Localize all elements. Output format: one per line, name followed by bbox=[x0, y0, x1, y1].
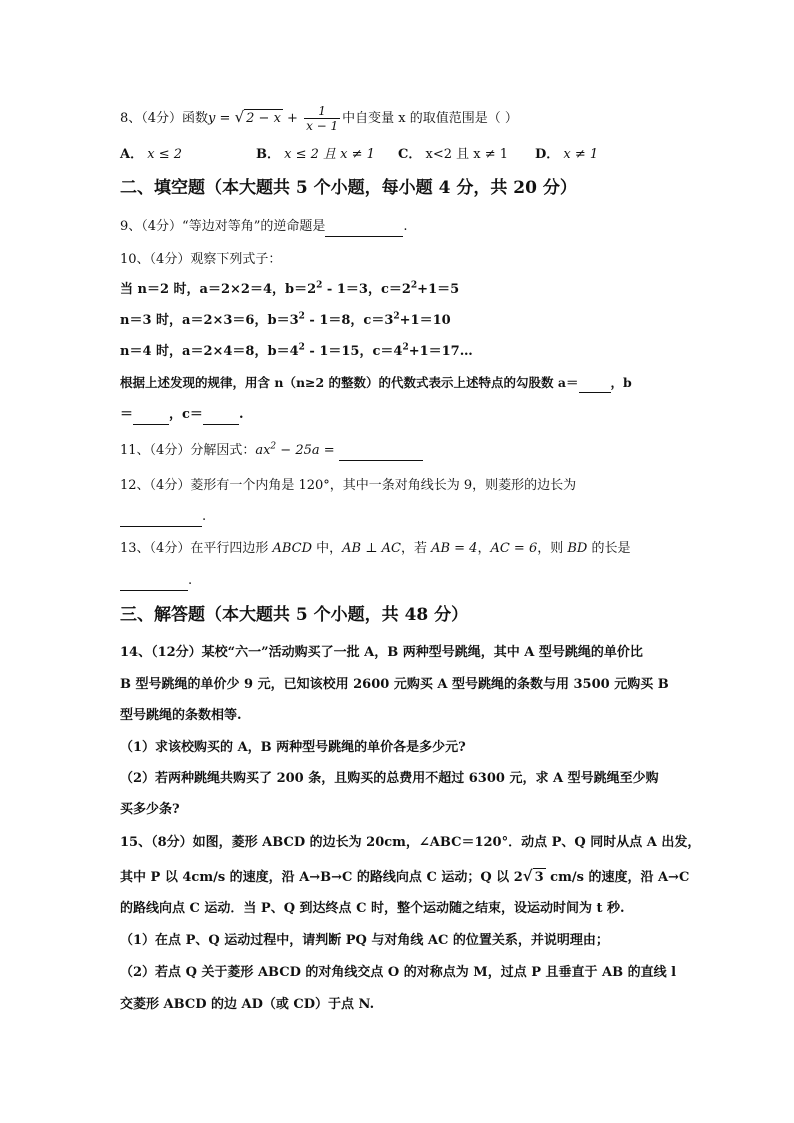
q10-prompt: 根据上述发现的规律，用含 n（n≥2 的整数）的代数式表示上述特点的勾股数 a＝ ，b bbox=[120, 374, 632, 393]
q14-part-1: （1）求该校购买的 A，B 两种型号跳绳的单价各是多少元? bbox=[120, 740, 466, 755]
q8-option-a: A． x ≤ 2 bbox=[120, 147, 182, 162]
q10-prompt-cont: ＝ ，c＝ . bbox=[120, 406, 243, 425]
q15-line-2: 其中 P 以 4cm/s 的速度，沿 A→B→C 的路线向点 C 运动；Q 以 2√ 3 cm/s 的速度，沿 A→C bbox=[120, 867, 690, 885]
q14-line-3: 型号跳绳的条数相等. bbox=[120, 708, 242, 723]
q8-eq: = bbox=[215, 111, 235, 126]
q8-radicand: 2 − x bbox=[246, 111, 281, 126]
q8-options bbox=[120, 146, 680, 164]
q14-line-1: 14、（12分）某校“六一”活动购买了一批 A，B 两种型号跳绳，其中 A 型号跳绳的单价比 bbox=[120, 645, 643, 660]
q15-part-2: （2）若点 Q 关于菱形 ABCD 的对角线交点 O 的对称点为 M，过点 P 且垂直于 AB 的直线 l bbox=[120, 965, 677, 980]
q12-answer-blank[interactable] bbox=[120, 508, 202, 527]
q8-option-b: B． x ≤ 2 且 x ≠ 1 bbox=[256, 147, 375, 162]
q12-answer-line: . bbox=[120, 508, 206, 527]
q8-option-d: D． x ≠ 1 bbox=[535, 147, 599, 162]
q11-answer-blank[interactable] bbox=[339, 442, 423, 461]
q9-answer-blank[interactable] bbox=[325, 218, 403, 237]
q8-numerator: 1 bbox=[304, 104, 340, 119]
q10-blank-b[interactable] bbox=[133, 406, 169, 425]
q15-line-1: 15、（8分）如图，菱形 ABCD 的边长为 20cm，∠ABC＝120°．动点 P、Q 同时从点 A 出发， bbox=[120, 835, 701, 850]
q8-fraction bbox=[304, 104, 340, 133]
section-3-heading: 三、解答题（本大题共 5 个小题，共 48 分） bbox=[120, 605, 469, 625]
q10-title: 10、（4分）观察下列式子： bbox=[120, 252, 282, 267]
q10-blank-c[interactable] bbox=[203, 406, 239, 425]
q13-answer-line: . bbox=[120, 572, 192, 591]
q8-denominator: x − 1 bbox=[306, 119, 339, 133]
question-13: 13、（4分）在平行四边形 ABCD 中，AB ⊥ AC，若 AB = 4，AC = 6，则 BD 的长是 bbox=[120, 541, 631, 556]
question-8: 8、（4分）函数y = √ 2 − x + $\frac{1}{x - 1}$ 中自变量 x 的取值范围是（ ） bbox=[120, 104, 518, 133]
q15-line-3: 的路线向点 C 运动．当 P、Q 到达终点 C 时，整个运动随之结束，设运动时间为 t 秒. bbox=[120, 901, 625, 916]
q8-prefix: 8、（4分）函数 bbox=[120, 111, 209, 126]
question-9: 9、（4分）“等边对等角”的逆命题是 . bbox=[120, 218, 407, 237]
question-12: 12、（4分）菱形有一个内角是 120°，其中一条对角线长为 9，则菱形的边长为 bbox=[120, 478, 577, 493]
q10-row-1: 当 n＝2 时，a＝2×2＝4，$b=2^2 - 1=3$，$c=2^2+1=5$ bbox=[120, 280, 460, 297]
q15-part-2-cont: 交菱形 ABCD 的边 AD（或 CD）于点 N. bbox=[120, 997, 375, 1012]
q10-row-2: n＝3 时，a＝2×3＝6，$b=3^2 - 1=8$，$c=3^2+1=10$ bbox=[120, 311, 451, 328]
question-11: 11、（4分）分解因式：$ax^2 - 25a$ = bbox=[120, 442, 423, 461]
section-2-heading: 二、填空题（本大题共 5 个小题，每小题 4 分，共 20 分） bbox=[120, 178, 577, 198]
q8-option-c: C． x<2 且 x ≠ 1 bbox=[398, 147, 509, 162]
q10-row-3: n＝4 时，a＝2×4＝8，$b=4^2 - 1=15$，$c=4^2+1=17\dots$ bbox=[120, 342, 473, 359]
q8-y: y bbox=[208, 111, 216, 126]
q14-line-2: B 型号跳绳的单价少 9 元，已知该校用 2600 元购买 A 型号跳绳的条数与用 3500 元购买 B bbox=[120, 677, 669, 692]
q14-part-2-cont: 买多少条? bbox=[120, 802, 180, 817]
q8-suffix: 中自变量 x 的取值范围是（ ） bbox=[342, 111, 518, 126]
q14-part-2: （2）若两种跳绳共购买了 200 条，且购买的总费用不超过 6300 元，求 A 型号跳绳至少购 bbox=[120, 771, 659, 786]
q13-answer-blank[interactable] bbox=[120, 572, 188, 591]
q8-plus: + bbox=[282, 111, 303, 126]
q15-part-1: （1）在点 P、Q 运动过程中，请判断 PQ 与对角线 AC 的位置关系，并说明理由； bbox=[120, 933, 609, 948]
q10-blank-a[interactable] bbox=[579, 374, 611, 393]
